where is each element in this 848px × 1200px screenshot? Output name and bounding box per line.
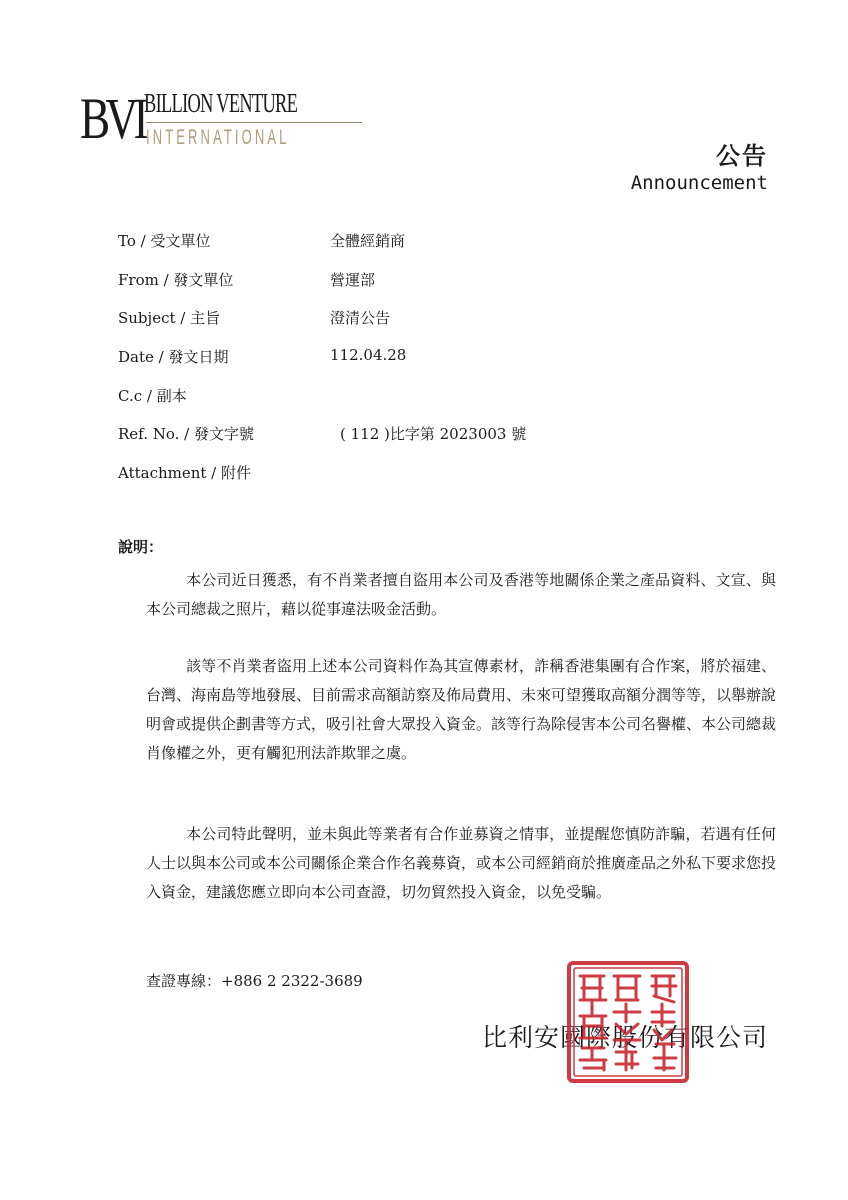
paragraph-text: 本公司特此聲明，並未與此等業者有合作並募資之情事，並提醒您慎防詐騙，若遇有任何人士以與本公司或本公司關係企業合作名義募資，或本公司經銷商於推廣產品之外私下要求您投入資金，建議您應立即向本公司查證，切勿貿然投入資金，以免受騙。 bbox=[146, 825, 777, 901]
document-title-zh: 公告 bbox=[716, 141, 768, 170]
field-from bbox=[118, 269, 758, 308]
description-label: 說明： bbox=[118, 538, 164, 556]
logo-monogram: BVI bbox=[80, 86, 144, 151]
paragraph-text: 該等不肖業者盜用上述本公司資料作為其宣傳素材，詐稱香港集團有合作案，將於福建、台灣、海南島等地發展、目前需求高額訪察及佈局費用、未來可望獲取高額分潤等等，以舉辦說明會或提供企劃書等方式，吸引社會大眾投入資金。該等行為除侵害本公司名譽權、本公司總裁肖像權之外，更有觸犯刑法詐欺罪之虞。 bbox=[146, 657, 777, 762]
paragraph-text: 本公司近日獲悉，有不肖業者擅自盜用本公司及香港等地關係企業之產品資料、文宣、與本公司總裁之照片，藉以從事違法吸金活動。 bbox=[146, 571, 776, 618]
field-subject bbox=[118, 307, 758, 346]
field-label: Attachment / 附件 bbox=[118, 464, 252, 483]
field-value: 澄清公告 bbox=[330, 309, 391, 328]
field-label: Subject / 主旨 bbox=[118, 309, 221, 328]
field-value: 全體經銷商 bbox=[330, 232, 406, 250]
company-logo bbox=[80, 86, 298, 166]
logo-name-line1: BILLION VENTURE bbox=[144, 88, 298, 118]
field-label: From / 發文單位 bbox=[118, 270, 234, 289]
logo-divider bbox=[146, 122, 362, 123]
document-title-en: Announcement bbox=[630, 172, 768, 194]
company-seal-stamp bbox=[566, 960, 690, 1084]
verification-hotline: 查證專線：+886 2 2322-3689 bbox=[146, 972, 363, 990]
header-fields bbox=[118, 230, 758, 501]
field-cc bbox=[118, 385, 758, 424]
field-label: To / 受文單位 bbox=[118, 232, 211, 250]
logo-name-line2: INTERNATIONAL bbox=[146, 126, 290, 149]
paragraph bbox=[146, 652, 776, 768]
field-to bbox=[118, 230, 758, 269]
field-label: C.c / 副本 bbox=[118, 386, 187, 405]
field-label: Date / 發文日期 bbox=[118, 348, 229, 367]
field-attachment bbox=[118, 462, 758, 501]
field-date bbox=[118, 346, 758, 385]
field-value: 營運部 bbox=[330, 270, 376, 289]
paragraph bbox=[146, 566, 776, 624]
paragraph bbox=[146, 820, 776, 907]
company-name: 比利安國際股份有限公司 bbox=[481, 1023, 768, 1052]
field-ref-no bbox=[118, 423, 758, 462]
field-value: 112.04.28 bbox=[330, 346, 407, 365]
field-value: ( 112 )比字第 2023003 號 bbox=[340, 425, 527, 444]
field-label: Ref. No. / 發文字號 bbox=[118, 425, 254, 444]
